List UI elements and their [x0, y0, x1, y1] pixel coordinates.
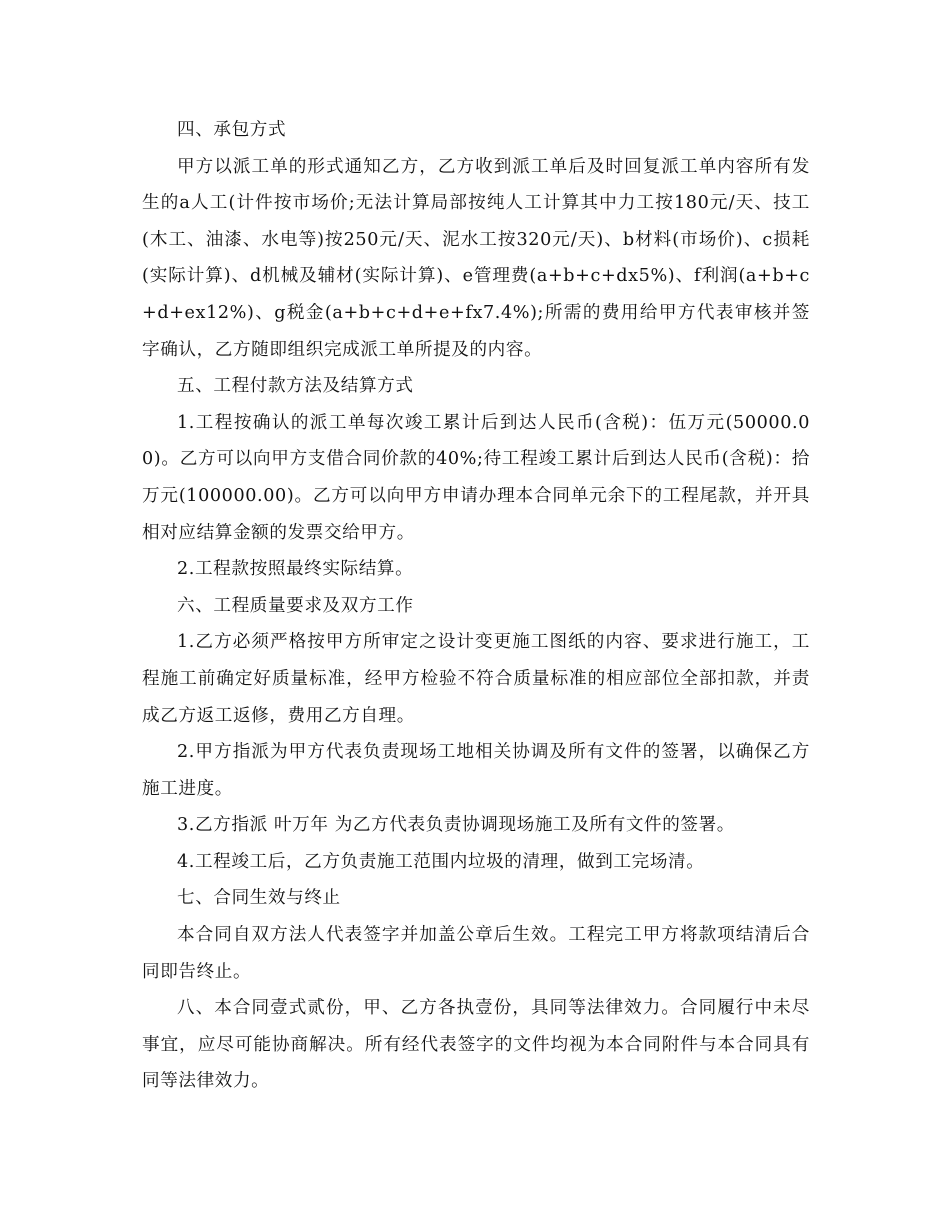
section-heading-quality-duties: 六、工程质量要求及双方工作 [177, 595, 414, 616]
paragraph-effect-termination: 本合同自双方法人代表签字并加盖公章后生效。工程完工甲方将款项结清后合同即告终止。 [142, 925, 810, 982]
section-heading-payment-settlement: 五、工程付款方法及结算方式 [177, 376, 414, 397]
paragraph-quality-clause-4: 4.工程竣工后，乙方负责施工范围内垃圾的清理，做到工完场清。 [177, 851, 705, 872]
paragraph-payment-clause-1: 1.工程按确认的派工单每次竣工累计后到达人民币(含税)：伍万元(50000.00)。乙方可以向甲方支借合同价款的40%;待工程竣工累计后到达人民币(含税)：拾万元(100000.00)。乙方可以向甲方申请办理本合同单元余下的工程尾款，并开具相对应结算金额的发票交给甲方。 [142, 412, 810, 543]
paragraph-quality-clause-2: 2.甲方指派为甲方代表负责现场工地相关协调及所有文件的签署，以确保乙方施工进度。 [142, 742, 810, 799]
paragraph-quality-clause-1: 1.乙方必须严格按甲方所审定之设计变更施工图纸的内容、要求进行施工，工程施工前确定好质量标准，经甲方检验不符合质量标准的相应部位全部扣款，并责成乙方返工返修，费用乙方自理。 [142, 632, 810, 726]
paragraph-dispatch-order-costs: 甲方以派工单的形式通知乙方，乙方收到派工单后及时回复派工单内容所有发生的a人工(计件按市场价;无法计算局部按纯人工计算其中力工按180元/天、技工(木工、油漆、水电等)按250元/天、泥水工按320元/天)、b材料(市场价)、c损耗(实际计算)、d机械及辅材(实际计算)、e管理费(a+b+c+dx5%)、f利润(a+b+c+d+ex12%)、g税金(a+b+c+d+e+fx7.4%);所需的费用给甲方代表审核并签字确认，乙方随即组织完成派工单所提及的内容。 [142, 156, 810, 360]
section-heading-contracting-method: 四、承包方式 [177, 120, 287, 140]
document-page [142, 112, 810, 1100]
section-heading-effect-termination: 七、合同生效与终止 [177, 888, 341, 909]
paragraph-copies-validity: 八、本合同壹式贰份，甲、乙方各执壹份，具同等法律效力。合同履行中未尽事宜，应尽可能协商解决。所有经代表签字的文件均视为本合同附件与本合同具有同等法律效力。 [142, 998, 810, 1092]
paragraph-payment-clause-2: 2.工程款按照最终实际结算。 [177, 559, 414, 580]
paragraph-quality-clause-3: 3.乙方指派 叶万年 为乙方代表负责协调现场施工及所有文件的签署。 [177, 815, 735, 836]
